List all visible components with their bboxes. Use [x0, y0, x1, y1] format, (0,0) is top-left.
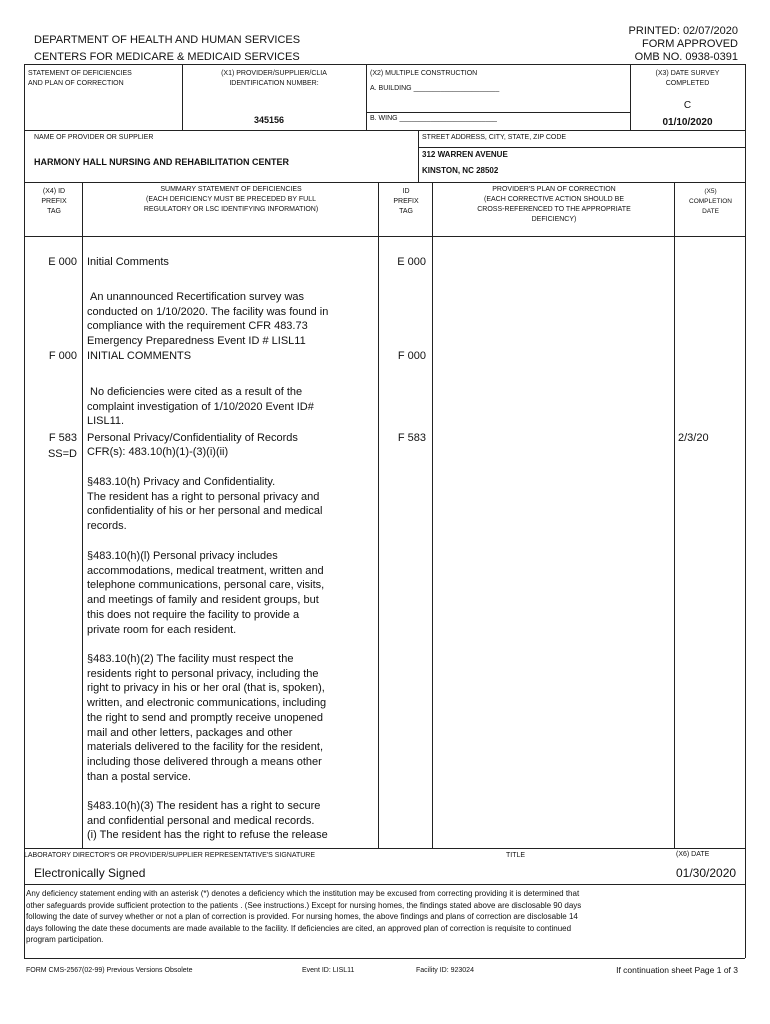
paragraph-privacy: §483.10(h) Privacy and Confidentiality. The resident has a right to personal privacy and confidentiality of his or her personal and medical records. [87, 476, 323, 533]
paragraph-personal-privacy: §483.10(h)(l) Personal privacy includes accommodations, medical treatment, written and telephone communications, personal care, visits, and meetings of family and resident groups, but this does not require the facility to provide a private room for each resident. [87, 550, 325, 636]
statement-label: STATEMENT OF DEFICIENCIES AND PLAN OF CORRECTION [28, 70, 132, 87]
paragraph-records: §483.10(h)(3) The resident has a right to secure and confidential personal and medical records. (i) The resident has the right to refuse the release [87, 800, 328, 842]
x1-label: (X1) PROVIDER/SUPPLIER/CLIA IDENTIFICATION NUMBER: [221, 70, 327, 87]
disclaimer-text: Any deficiency statement ending with an asterisk (*) denotes a deficiency which the institution may be excused from correcting providing it is determined that other safeguards provide sufficient protection to the patients . (See instructions.) Except for nursing homes, the findings stated above are disclosable 90 days following the date of survey whether or not a plan of correction is provided. For nursing homes, the above findings and plans of correction are disclosable 14 days following the date these documents are made available to the facility. If deficiencies are cited, an approved plan of correction is requisite to continued program participation. [26, 889, 582, 945]
facility-id: Facility ID: 923024 [416, 967, 474, 974]
f583-tag: F 583 [48, 432, 77, 444]
signature-date: 01/30/2020 [676, 866, 737, 880]
signature-value: Electronically Signed [34, 866, 146, 880]
x4-column-header: (X4) ID PREFIX TAG [41, 188, 67, 215]
event-id: Event ID: LISL11 [302, 967, 355, 974]
f583-cfr: CFR(s): 483.10(h)(1)-(3)(i)(ii) [87, 446, 229, 458]
x5-column-header: (X5) COMPLETION DATE [689, 188, 732, 215]
f583-title: Personal Privacy/Confidentiality of Records [87, 432, 298, 444]
f000-id-tag: F 000 [397, 350, 426, 362]
wing-label: B. WING _________________________ [370, 115, 497, 122]
f583-completion-date: 2/3/20 [678, 432, 709, 444]
building-label: A. BUILDING ______________________ [370, 85, 500, 92]
address-label: STREET ADDRESS, CITY, STATE, ZIP CODE [422, 134, 567, 141]
omb-number: OMB NO. 0938-0391 [634, 51, 738, 63]
provider-name: HARMONY HALL NURSING AND REHABILITATION CENTER [34, 157, 289, 167]
plan-column-header: PROVIDER'S PLAN OF CORRECTION (EACH CORRECTIVE ACTION SHOULD BE CROSS-REFERENCED TO THE APPROPRIATE DEFICIENCY) [477, 186, 631, 223]
date-label: (X6) DATE [676, 851, 710, 858]
page-indicator: If continuation sheet Page 1 of 3 [616, 965, 738, 975]
provider-name-label: NAME OF PROVIDER OR SUPPLIER [34, 134, 154, 141]
printed-date: PRINTED: 02/07/2020 [628, 25, 738, 37]
f583-scope-severity: SS=D [47, 448, 77, 460]
survey-completed-date: 01/10/2020 [662, 117, 713, 128]
e000-text: An unannounced Recertification survey was conducted on 1/10/2020. The facility was found in compliance with the requirement CFR 483.73 Emergency Preparedness Event ID # LISL11 [87, 291, 329, 348]
agency-name: CENTERS FOR MEDICARE & MEDICAID SERVICES [34, 51, 300, 63]
e000-title: Initial Comments [87, 256, 169, 268]
city-state-zip: KINSTON, NC 28502 [422, 166, 499, 175]
f000-text: No deficiencies were cited as a result of the complaint investigation of 1/10/2020 Event ID# LISL11. [87, 386, 314, 428]
x2-label: (X2) MULTIPLE CONSTRUCTION [370, 70, 478, 77]
f000-tag: F 000 [48, 350, 77, 362]
form-number: FORM CMS-2567(02-99) Previous Versions Obsolete [26, 967, 193, 974]
signature-label: LABORATORY DIRECTOR'S OR PROVIDER/SUPPLIER REPRESENTATIVE'S SIGNATURE [24, 852, 316, 859]
survey-type-letter: C [683, 100, 692, 111]
street-address: 312 WARREN AVENUE [422, 150, 508, 159]
f000-title: INITIAL COMMENTS [87, 350, 192, 362]
e000-id-tag: E 000 [397, 256, 426, 268]
provider-number: 345156 [254, 115, 285, 125]
x3-label: (X3) DATE SURVEY COMPLETED [655, 70, 720, 87]
form-approved: FORM APPROVED [642, 38, 738, 50]
paragraph-communications: §483.10(h)(2) The facility must respect the residents right to personal privacy, including the right to privacy in his or her oral (that is, spoken), written, and electronic communications, including the right to send and promptly receive unopened mail and other letters, packages and other materials delivered to the facility for the resident, including those delivered through a means other than a postal service. [87, 653, 327, 783]
id-column-header: ID PREFIX TAG [393, 188, 419, 215]
department-name: DEPARTMENT OF HEALTH AND HUMAN SERVICES [34, 34, 301, 46]
f583-id-tag: F 583 [397, 432, 426, 444]
e000-tag: E 000 [48, 256, 77, 268]
title-label: TITLE [506, 852, 526, 859]
summary-column-header: SUMMARY STATEMENT OF DEFICIENCIES (EACH DEFICIENCY MUST BE PRECEDED BY FULL REGULATORY OR LSC IDENTIFYING INFORMATION) [143, 186, 319, 213]
